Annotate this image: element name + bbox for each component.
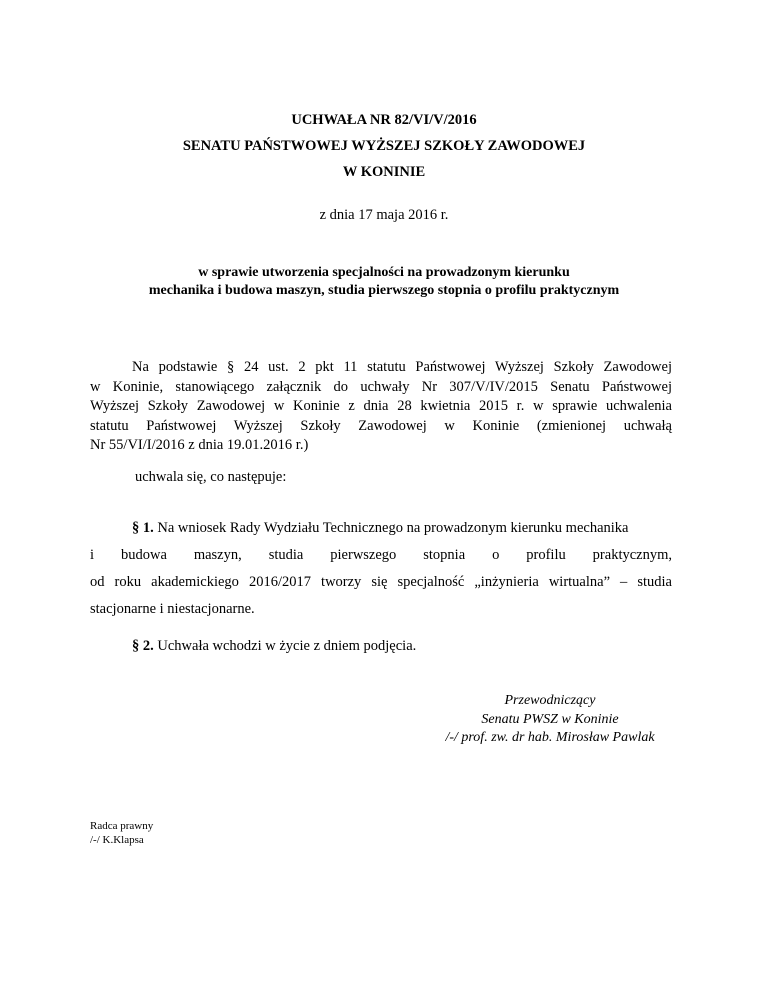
subject-line-1: w sprawie utworzenia specjalności na prowadzonym kierunku: [198, 265, 570, 280]
paragraph-1: [90, 515, 672, 623]
paragraph-1-marker: § 1.: [132, 520, 154, 536]
paragraph-2-text: Uchwała wchodzi w życie z dniem podjęcia.: [157, 638, 417, 654]
signature-body: Senatu PWSZ w Koninie: [481, 711, 619, 727]
subject-line-2: mechanika i budowa maszyn, studia pierwszego stopnia o profilu praktycznym: [148, 283, 620, 298]
basis-line: w Koninie, stanowiącego załącznik do uchwały Nr 307/V/IV/2015 Senatu Państwowej: [90, 378, 672, 395]
legal-advisor-role: Radca prawny: [90, 820, 154, 832]
signature-block: [420, 692, 680, 748]
paragraph-1-line: od roku akademickiego 2016/2017 tworzy się specjalność „inżynieria wirtualna” – studia: [90, 574, 672, 590]
signature-role: Przewodniczący: [504, 693, 596, 708]
paragraph-1-line: stacjonarne i niestacjonarne.: [90, 601, 255, 617]
basis-line: Nr 55/VI/I/2016 z dnia 19.01.2016 r.): [90, 437, 309, 454]
legal-advisor-block: [90, 819, 153, 847]
paragraph-1-text: Na wniosek Rady Wydziału Technicznego na prowadzonym kierunku mechanika: [157, 520, 629, 536]
paragraph-1-line: [90, 515, 672, 542]
city-line: W KONINIE: [342, 164, 426, 180]
paragraph-1-line: i budowa maszyn, studia pierwszego stopnia o profilu praktycznym,: [90, 547, 672, 563]
resolves-statement: uchwala się, co następuje:: [135, 469, 287, 485]
paragraph-2: [132, 638, 416, 655]
resolution-number: UCHWAŁA NR 82/VI/V/2016: [291, 112, 477, 128]
basis-line: Wyższej Szkoły Zawodowej w Koninie z dnia 28 kwietnia 2015 r. w sprawie uchwalenia: [90, 398, 672, 415]
basis-line: statutu Państwowej Wyższej Szkoły Zawodowej w Koninie (zmienionej uchwałą: [90, 417, 672, 434]
legal-advisor-name: /-/ K.Klapsa: [90, 834, 144, 846]
signature-name: /-/ prof. zw. dr hab. Mirosław Pawlak: [445, 730, 655, 745]
basis-line: Na podstawie § 24 ust. 2 pkt 11 statutu Państwowej Wyższej Szkoły Zawodowej: [132, 359, 672, 375]
paragraph-2-marker: § 2.: [132, 638, 154, 654]
resolution-date: z dnia 17 maja 2016 r.: [319, 207, 449, 223]
legal-basis-paragraph: [90, 358, 672, 456]
senate-name: SENATU PAŃSTWOWEJ WYŻSZEJ SZKOŁY ZAWODOWEJ: [182, 138, 586, 154]
